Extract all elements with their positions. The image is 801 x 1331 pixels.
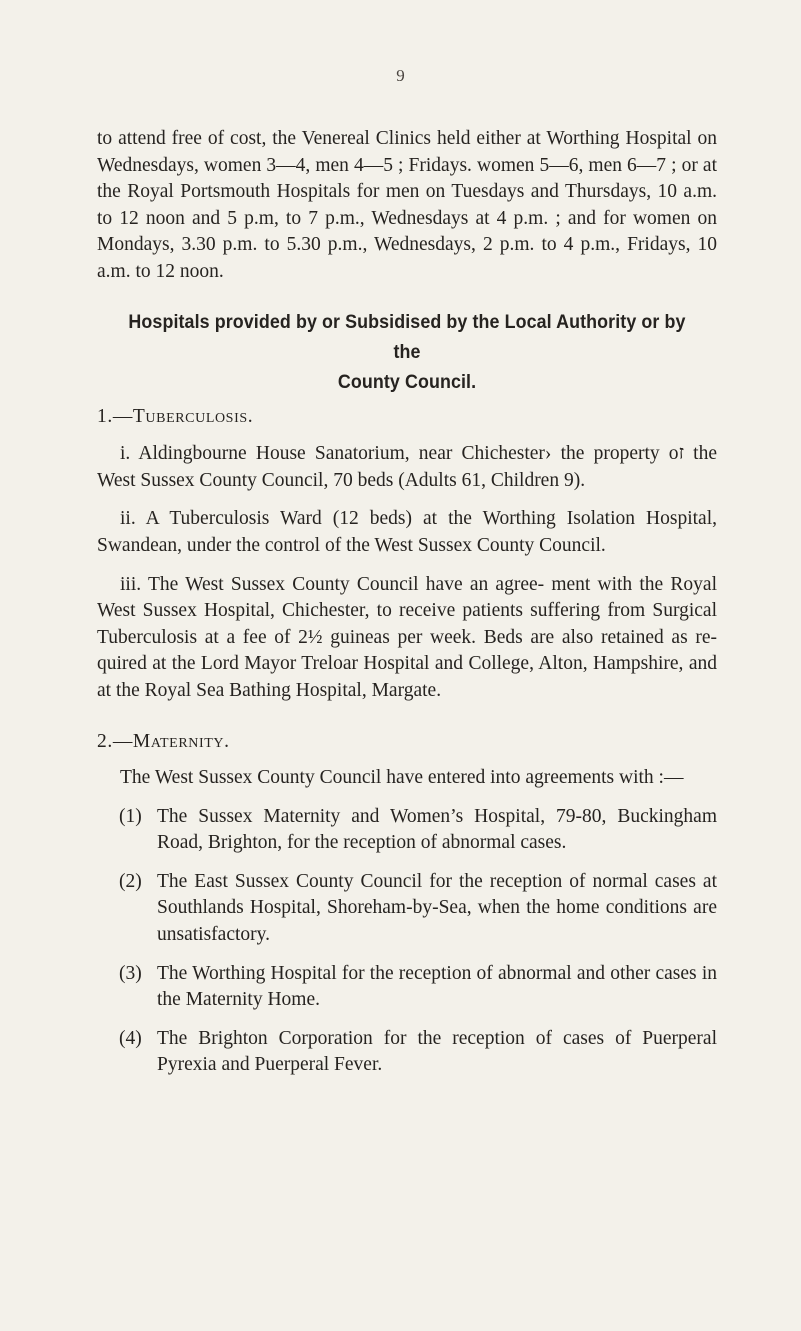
maternity-item-label: (2)	[119, 870, 142, 892]
maternity-item-label: (1)	[119, 805, 142, 827]
maternity-item-text: The Brighton Corporation for the reception of cases of Puerperal Pyrexia and Puerperal Fever.	[157, 1027, 717, 1076]
maternity-item-1	[97, 804, 717, 857]
maternity-item-text: The Sussex Maternity and Women’s Hospital, 79-80, Buckingham Road, Brighton, for the reception of abnormal cases.	[157, 805, 717, 854]
maternity-item-text: The East Sussex County Council for the reception of normal cases at Southlands Hospital, Shoreham-by-Sea, when the home conditions are unsatisfactory.	[157, 870, 717, 946]
maternity-item-text: The Worthing Hospital for the reception of abnormal and other cases in the Maternity Home.	[157, 962, 717, 1011]
page-number: 9	[396, 66, 405, 85]
maternity-item-4	[97, 1026, 717, 1079]
maternity-item-label: (3)	[119, 962, 142, 984]
maternity-item-label: (4)	[119, 1027, 142, 1049]
tuberculosis-item-iii: iii. The West Sussex County Council have an agree- ment with the Royal West Sussex Hospital, Chichester, to receive patients suffering from Surgical Tuberculosis at a fee of 2½ guineas per week. Beds are also retained as re- quired at the Lord Mayor Treloar Hospital and College, Alton, Hampshire, and at the Royal Sea Bathing Hospital, Margate.	[97, 573, 717, 701]
maternity-title: 2.—Maternity.	[97, 730, 230, 752]
page-content	[97, 126, 717, 1079]
section-heading	[116, 308, 699, 398]
maternity-item-2	[97, 869, 717, 949]
maternity-intro: The West Sussex County Council have entered into agreements with :—	[120, 767, 684, 789]
section-heading-line-2: County Council.	[337, 371, 477, 393]
tuberculosis-item-i: i. Aldingbourne House Sanatorium, near Chichester› the property oז the West Sussex County Council, 70 beds (Adults 61, Children 9).	[97, 443, 717, 491]
section-heading-line-1: Hospitals provided by or Subsidised by the Local Authority or by the	[128, 311, 686, 363]
tuberculosis-item-ii: ii. A Tuberculosis Ward (12 beds) at the Worthing Isolation Hospital, Swandean, under the control of the West Sussex County Council.	[97, 508, 717, 556]
tuberculosis-section	[97, 404, 717, 705]
tuberculosis-title: 1.—Tuberculosis.	[97, 405, 254, 427]
intro-paragraph: to attend free of cost, the Venereal Clinics held either at Worthing Hospital on Wednesdays, women 3—4, men 4—5 ; Fridays. women 5—6, men 6—7 ; or at the Royal Portsmouth Hospitals for men on Tuesdays and Thursdays, 10 a.m. to 12 noon and 5 p.m, to 7 p.m., Wednesdays at 4 p.m. ; and for women on Mondays, 3.30 p.m. to 5.30 p.m., Wednesdays, 2 p.m. to 4 p.m., Fridays, 10 a.m. to 12 noon.	[97, 128, 717, 282]
maternity-item-3	[97, 961, 717, 1014]
maternity-section	[97, 729, 717, 1080]
